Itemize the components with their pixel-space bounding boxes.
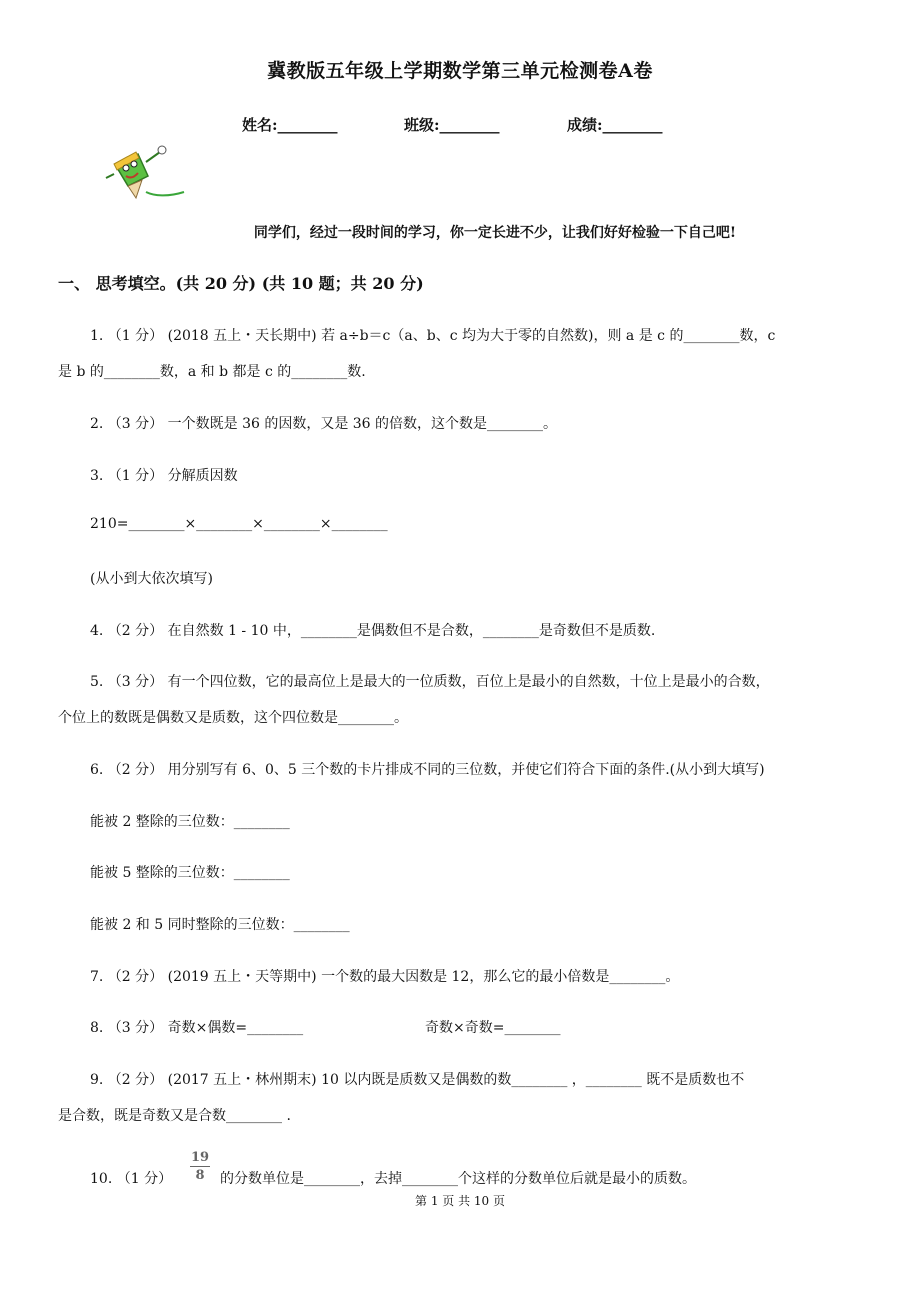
fraction-denominator: 8 — [195, 1168, 205, 1183]
fraction-numerator: 19 — [190, 1150, 210, 1165]
greeting-text: 同学们，经过一段时间的学习，你一定长进不少，让我们好好检验一下自己吧! — [253, 225, 737, 241]
page-footer: 第 1 页 共 10 页 — [415, 1194, 505, 1208]
page-title: 冀教版五年级上学期数学第三单元检测卷A卷 — [267, 60, 653, 82]
name-field[interactable]: 姓名:________ — [242, 116, 338, 134]
fraction-bar — [190, 1166, 210, 1167]
q2-text: 2. （3 分） 一个数既是 36 的因数，又是 36 的倍数，这个数是________。 — [90, 416, 558, 432]
q10-suffix: 的分数单位是________，去掉________个这样的分数单位后就是最小的质数。 — [220, 1171, 696, 1187]
q3-expression: 210=________×________×________×________ — [90, 516, 388, 532]
q6-stem: 6. （2 分） 用分别写有 6、0、5 三个数的卡片排成不同的三位数，并使它们符合下面的条件.(从小到大填写) — [90, 762, 765, 778]
q9-line1: 9. （2 分） (2017 五上・林州期末) 10 以内既是质数又是偶数的数________ ，________ 既不是质数也不 — [90, 1072, 745, 1088]
q6-option-b: 能被 5 整除的三位数：________ — [90, 865, 290, 881]
pencil-mascot-icon — [102, 140, 192, 206]
q8-part-b: 奇数×奇数=________ — [425, 1020, 561, 1036]
q1-line2: 是 b 的________数，a 和 b 都是 c 的________数. — [58, 364, 366, 380]
q4-text: 4. （2 分） 在自然数 1 - 10 中，________是偶数但不是合数，________是奇数但不是质数. — [90, 623, 656, 639]
q3-stem: 3. （1 分） 分解质因数 — [90, 468, 238, 484]
q6-option-a: 能被 2 整除的三位数：________ — [90, 814, 290, 830]
q5-line1: 5. （3 分） 有一个四位数，它的最高位上是最大的一位质数，百位上是最小的自然数，十位上是最小的合数， — [90, 674, 770, 690]
section-heading: 一、 思考填空。(共 20 分) (共 10 题；共 20 分) — [58, 274, 424, 293]
q6-option-c: 能被 2 和 5 同时整除的三位数：________ — [90, 917, 350, 933]
q5-line2: 个位上的数既是偶数又是质数，这个四位数是________。 — [58, 710, 408, 726]
q10-prefix: 10. （1 分） — [90, 1171, 173, 1187]
class-field[interactable]: 班级:________ — [404, 116, 500, 134]
q7-text: 7. （2 分） (2019 五上・天等期中) 一个数的最大因数是 12，那么它的最小倍数是________。 — [90, 969, 680, 985]
fraction-19-8 — [186, 1150, 216, 1188]
q9-line2: 是合数，既是奇数又是合数________ . — [58, 1108, 291, 1124]
score-field[interactable]: 成绩:________ — [567, 116, 663, 134]
q8-part-a: 8. （3 分） 奇数×偶数=________ — [90, 1020, 304, 1036]
q3-note: (从小到大依次填写) — [90, 571, 213, 587]
q1-line1: 1. （1 分） (2018 五上・天长期中) 若 a÷b＝c（a、b、c 均为大于零的自然数)，则 a 是 c 的________数，c — [90, 328, 776, 344]
